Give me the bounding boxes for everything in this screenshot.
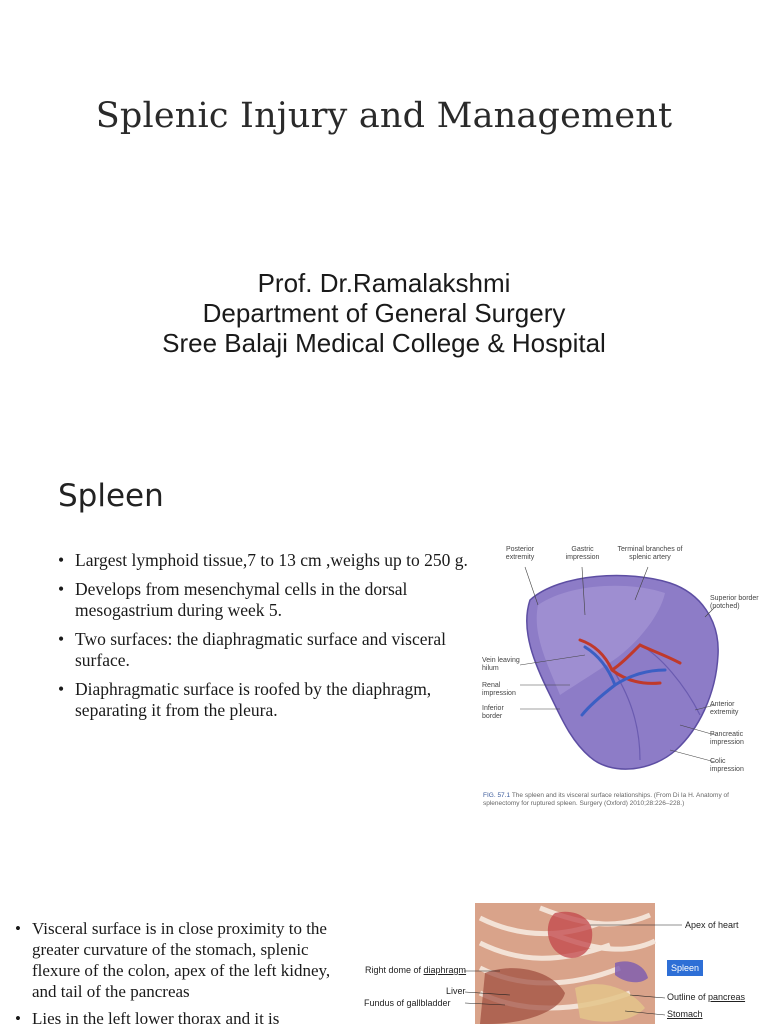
pancreas-link[interactable]: pancreas	[708, 992, 746, 1002]
figure-caption	[483, 792, 753, 808]
label-renal-impression: Renal impression	[482, 682, 516, 697]
bullet-item: • Largest lymphoid tissue,7 to 13 cm ,weighs up to 250 g.	[58, 550, 473, 571]
label-terminal-branches: Terminal branches of splenic artery	[617, 546, 683, 561]
label-apex-of-heart: Apex of heart	[685, 920, 739, 930]
label-gallbladder: Fundus of gallbladder	[364, 998, 451, 1008]
diaphragm-link[interactable]: diaphragm	[423, 965, 467, 975]
bullet-item: • Two surfaces: the diaphragmatic surface and visceral surface.	[58, 629, 473, 671]
label-right-dome	[365, 965, 466, 975]
institution-name: Sree Balaji Medical College & Hospital	[162, 328, 606, 358]
label-posterior-extremity: Posterior extremity	[505, 546, 535, 561]
label-liver: Liver	[446, 986, 466, 996]
bullet-item: • Visceral surface is in close proximity to the greater curvature of the stomach, splenic flexure of the colon, apex of the left kidney, and tail of the pancreas	[15, 918, 355, 1002]
label-superior-border: Superior border (notched)	[710, 595, 759, 610]
label-text: Right dome of	[365, 965, 424, 975]
label-outline-of-pancreas	[667, 992, 745, 1002]
department-name: Department of General Surgery	[202, 298, 566, 328]
label-vein-leaving-hilum: Vein leaving hilum	[482, 657, 520, 672]
label-anterior-extremity: Anterior extremity	[710, 701, 739, 716]
label-inferior-border: Inferior border	[482, 705, 504, 720]
bullet-item: • Diaphragmatic surface is roofed by the diaphragm, separating it from the pleura.	[58, 679, 473, 721]
label-gastric-impression: Gastric impression	[565, 546, 600, 561]
bullet-list	[15, 918, 355, 1024]
bullet-item: • Lies in the left lower thorax and it is	[15, 1008, 355, 1024]
bullet-item: • Develops from mesenchymal cells in the dorsal mesogastrium during week 5.	[58, 579, 473, 621]
thorax-anatomy-figure	[360, 903, 768, 1024]
label-text: Outline of	[667, 992, 709, 1002]
label-stomach[interactable]: Stomach	[667, 1009, 703, 1019]
spleen-anatomy-figure	[482, 545, 760, 820]
figure-caption-text: The spleen and its visceral surface relationships. (From Di Ia H. Anatomy of splenectomy for ruptured spleen. Surgery (Oxford) 2010;28:226–228.)	[483, 792, 729, 807]
bullet-list	[58, 550, 473, 729]
label-colic-impression: Colic impression	[710, 758, 744, 773]
label-spleen-highlight[interactable]: Spleen	[667, 960, 703, 976]
title-slide	[0, 0, 768, 440]
spleen-slide	[0, 440, 768, 860]
author-name: Prof. Dr.Ramalakshmi	[257, 268, 511, 298]
slide-title: Spleen	[58, 478, 164, 514]
label-pancreatic-impression: Pancreatic impression	[710, 731, 744, 746]
presenter-info	[0, 268, 768, 358]
visceral-surface-slide	[0, 885, 768, 1024]
spleen-illustration	[490, 545, 760, 790]
figure-number: FIG. 57.1	[483, 792, 511, 799]
presentation-title: Splenic Injury and Management	[95, 96, 673, 136]
